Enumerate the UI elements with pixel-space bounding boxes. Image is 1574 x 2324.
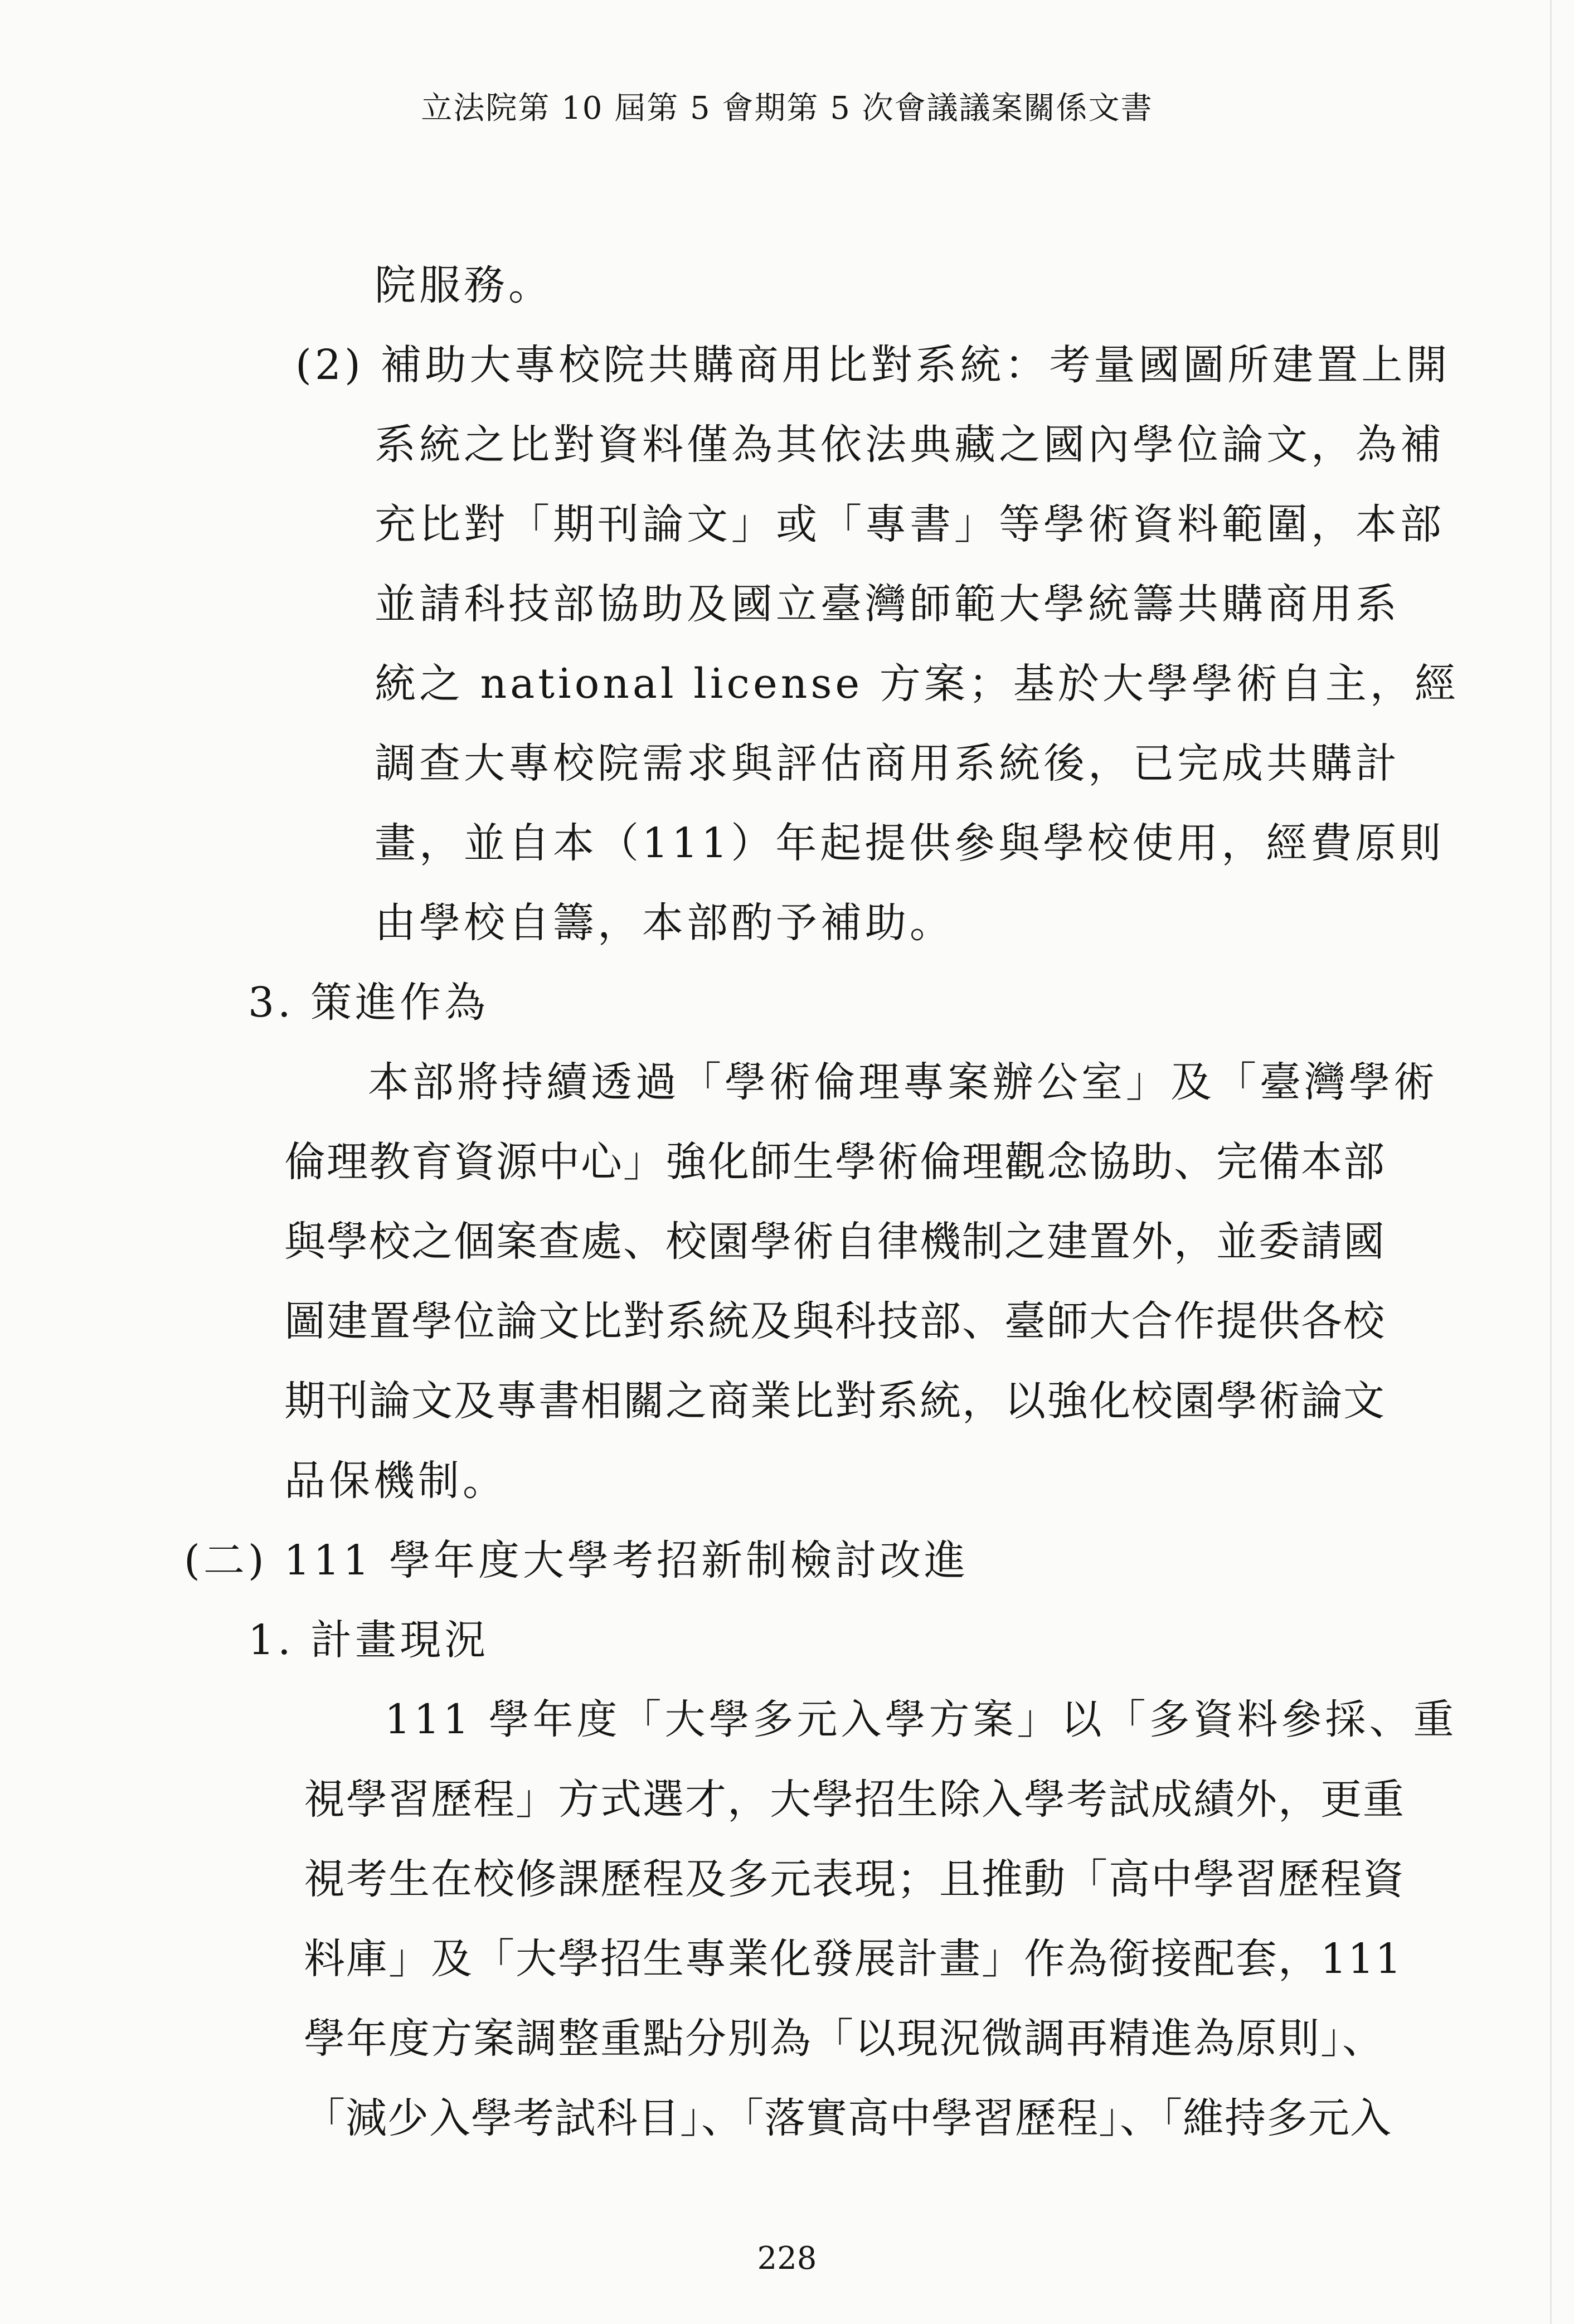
- text-line: 並請科技部協助及國立臺灣師範大學統籌共購商用系: [375, 580, 1400, 628]
- text-line: 111 學年度「大學多元入學方案」以「多資料參採、重: [385, 1696, 1458, 1743]
- text-line: 品保機制。: [284, 1457, 507, 1505]
- text-line: 調查大專校院需求與評估商用系統後，已完成共購計: [375, 740, 1400, 787]
- scan-edge: [1550, 0, 1552, 2324]
- text-line: 統之 national license 方案；基於大學學術自主，經: [375, 660, 1459, 708]
- text-line: 「減少入學考試科目」、「落實高中學習歷程」、「維持多元入: [304, 2094, 1392, 2142]
- text-line: 視學習歷程」方式選才，大學招生除入學考試成績外，更重: [304, 1776, 1405, 1824]
- text-line: 畫，並自本（111）年起提供參與學校使用，經費原則: [375, 819, 1445, 867]
- text-line: 院服務。: [375, 261, 553, 309]
- section-heading: 1. 計畫現況: [248, 1616, 489, 1664]
- text-line: 充比對「期刊論文」或「專書」等學術資料範圍，本部: [375, 500, 1445, 548]
- text-line: (2) 補助大專校院共購商用比對系統：考量國圖所建置上開: [295, 341, 1451, 389]
- text-line: 與學校之個案查處、校園學術自律機制之建置外，並委請國: [284, 1218, 1386, 1266]
- text-line: 料庫」及「大學招生專業化發展計畫」作為銜接配套，111: [304, 1935, 1403, 1983]
- page-number: 228: [757, 2240, 817, 2277]
- text-line: 本部將持續透過「學術倫理專案辦公室」及「臺灣學術: [368, 1058, 1438, 1106]
- section-heading: (二) 111 學年度大學考招新制檢討改進: [184, 1537, 969, 1584]
- section-heading: 3. 策進作為: [248, 979, 489, 1027]
- text-line: 倫理教育資源中心」強化師生學術倫理觀念協助、完備本部: [284, 1138, 1386, 1186]
- text-line: 視考生在校修課歷程及多元表現；且推動「高中學習歷程資: [304, 1855, 1405, 1903]
- text-line: 由學校自籌，本部酌予補助。: [375, 899, 954, 947]
- text-line: 學年度方案調整重點分別為「以現況微調再精進為原則」、: [304, 2015, 1384, 2063]
- page-header: 立法院第 10 屆第 5 會期第 5 次會議議案關係文書: [421, 90, 1153, 127]
- text-line: 圖建置學位論文比對系統及與科技部、臺師大合作提供各校: [284, 1297, 1386, 1345]
- text-line: 系統之比對資料僅為其依法典藏之國內學位論文，為補: [375, 421, 1445, 469]
- text-line: 期刊論文及專書相關之商業比對系統，以強化校園學術論文: [284, 1377, 1386, 1425]
